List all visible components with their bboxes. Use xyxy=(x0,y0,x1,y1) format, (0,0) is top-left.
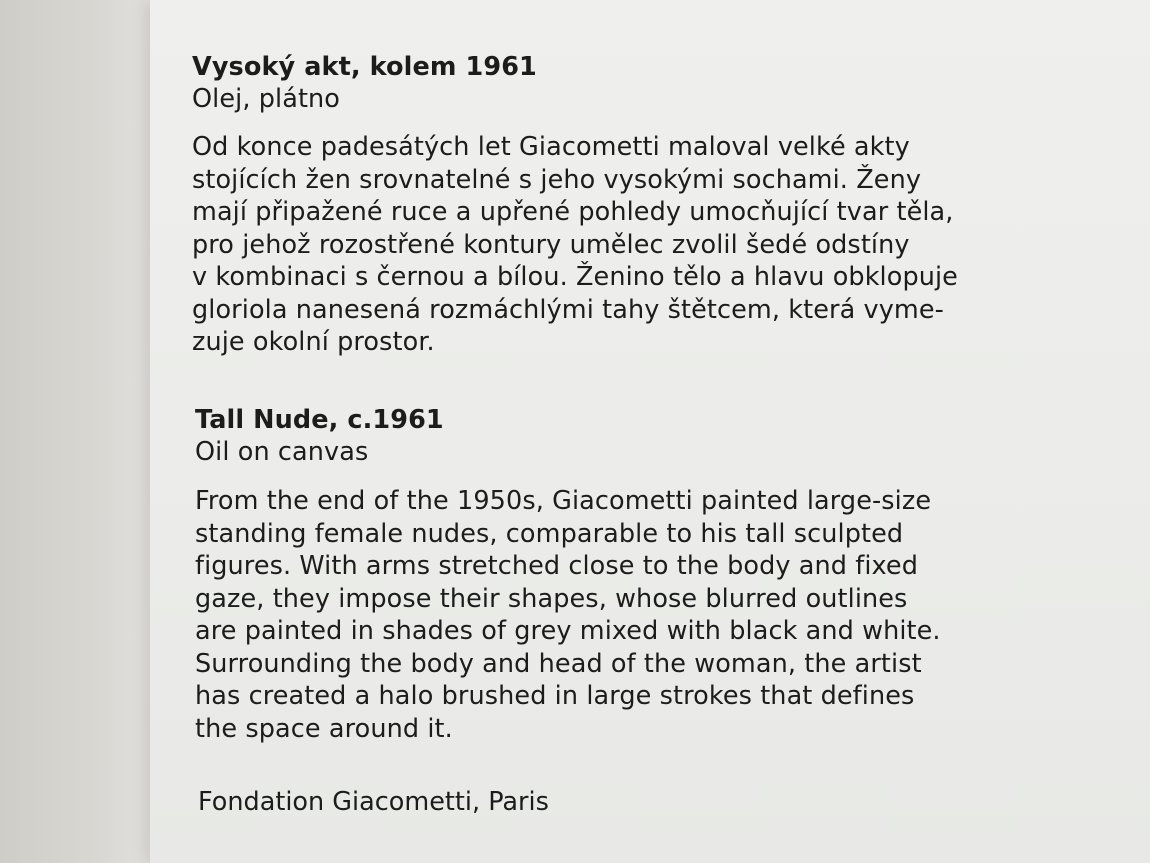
artwork-medium-czech: Olej, plátno xyxy=(192,84,340,114)
english-label-block xyxy=(195,404,1015,745)
museum-label-card xyxy=(150,0,1150,863)
artwork-description-english: From the end of the 1950s, Giacometti painted large-size standing female nudes, comparable to his tall sculpted figures. With arms stretched close to the body and fixed gaze, they impose their shapes, whose blurred outlines are painted in shades of grey mixed with black and white. Surrounding the body and head of the woman, the artist has created a halo brushed in large strokes that defines the space around it. xyxy=(195,486,941,744)
collection-credit: Fondation Giacometti, Paris xyxy=(198,787,549,817)
artwork-title-english: Tall Nude, c.1961 xyxy=(195,405,444,435)
artwork-medium-english: Oil on canvas xyxy=(195,437,369,467)
artwork-title-czech: Vysoký akt, kolem 1961 xyxy=(192,52,537,82)
wall-shadow xyxy=(0,0,175,863)
artwork-description-czech: Od konce padesátých let Giacometti maloval velké akty stojících žen srovnatelné s jeho vysokými sochami. Ženy mají připažené ruce a upřené pohledy umocňující tvar těla, pro jehož rozostřené kontury umělec zvolil šedé odstíny v kombinaci s černou a bílou. Ženino tělo a hlavu obklopuje gloriola nanesená rozmáchlými tahy štětcem, která vyme- zuje okolní prostor. xyxy=(192,132,958,357)
czech-label-block xyxy=(192,51,1012,359)
